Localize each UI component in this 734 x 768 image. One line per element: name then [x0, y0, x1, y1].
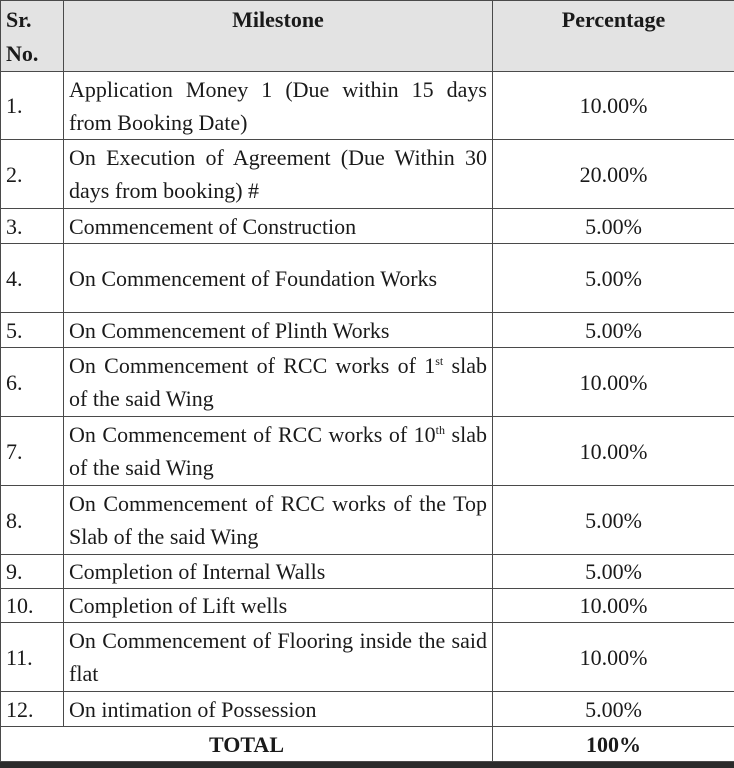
- row-sr-no: 3.: [1, 209, 64, 244]
- table-row: [1, 623, 734, 692]
- milestone-text: slab of the said Wing: [69, 353, 487, 411]
- total-percentage: 100%: [493, 727, 734, 762]
- ordinal-suffix: st: [435, 354, 444, 368]
- row-milestone: On Commencement of Plinth Works: [64, 313, 493, 348]
- row-sr-no: 4.: [1, 244, 64, 313]
- row-sr-no: 6.: [1, 348, 64, 417]
- milestone-text: On Commencement of RCC works of 10: [69, 422, 436, 447]
- row-milestone: [64, 348, 493, 417]
- row-milestone: On Commencement of Flooring inside the said flat: [64, 623, 493, 692]
- table-row: [1, 313, 734, 348]
- row-sr-no: 2.: [1, 140, 64, 209]
- bottom-edge-bar: [0, 762, 734, 768]
- row-milestone: On intimation of Possession: [64, 692, 493, 727]
- row-sr-no: 1.: [1, 72, 64, 140]
- table-row: [1, 244, 734, 313]
- row-sr-no: 12.: [1, 692, 64, 727]
- row-sr-no: 7.: [1, 417, 64, 486]
- table-row: [1, 348, 734, 417]
- table-row: [1, 72, 734, 140]
- row-milestone: Commencement of Construction: [64, 209, 493, 244]
- row-percentage: 10.00%: [493, 72, 734, 140]
- table-row: [1, 417, 734, 486]
- row-milestone: Completion of Internal Walls: [64, 555, 493, 589]
- table-row: [1, 589, 734, 623]
- table-row: [1, 555, 734, 589]
- ordinal-suffix: th: [435, 423, 446, 437]
- row-percentage: 10.00%: [493, 348, 734, 417]
- row-percentage: 10.00%: [493, 623, 734, 692]
- header-milestone: Milestone: [64, 1, 493, 72]
- row-sr-no: 9.: [1, 555, 64, 589]
- row-sr-no: 5.: [1, 313, 64, 348]
- total-label: TOTAL: [1, 727, 493, 762]
- header-sr-no: Sr. No.: [1, 1, 64, 72]
- row-percentage: 10.00%: [493, 589, 734, 623]
- header-percentage: Percentage: [493, 1, 734, 72]
- table-row: [1, 486, 734, 555]
- row-percentage: 10.00%: [493, 417, 734, 486]
- row-milestone: [64, 417, 493, 486]
- table-row: [1, 140, 734, 209]
- row-percentage: 5.00%: [493, 313, 734, 348]
- total-row: [1, 727, 734, 762]
- row-percentage: 5.00%: [493, 244, 734, 313]
- row-milestone: Completion of Lift wells: [64, 589, 493, 623]
- milestone-text: slab of the said Wing: [69, 422, 487, 480]
- row-milestone: Application Money 1 (Due within 15 days from Booking Date): [64, 72, 493, 140]
- row-sr-no: 8.: [1, 486, 64, 555]
- row-milestone: On Execution of Agreement (Due Within 30 days from booking) #: [64, 140, 493, 209]
- row-sr-no: 11.: [1, 623, 64, 692]
- milestone-text: On Commencement of RCC works of 1: [69, 353, 436, 378]
- row-percentage: 5.00%: [493, 209, 734, 244]
- table-row: [1, 209, 734, 244]
- row-percentage: 20.00%: [493, 140, 734, 209]
- row-milestone: On Commencement of RCC works of the Top Slab of the said Wing: [64, 486, 493, 555]
- row-sr-no: 10.: [1, 589, 64, 623]
- table-header-row: [1, 1, 734, 72]
- row-percentage: 5.00%: [493, 486, 734, 555]
- row-milestone: On Commencement of Foundation Works: [64, 244, 493, 313]
- row-percentage: 5.00%: [493, 692, 734, 727]
- table-row: [1, 692, 734, 727]
- row-percentage: 5.00%: [493, 555, 734, 589]
